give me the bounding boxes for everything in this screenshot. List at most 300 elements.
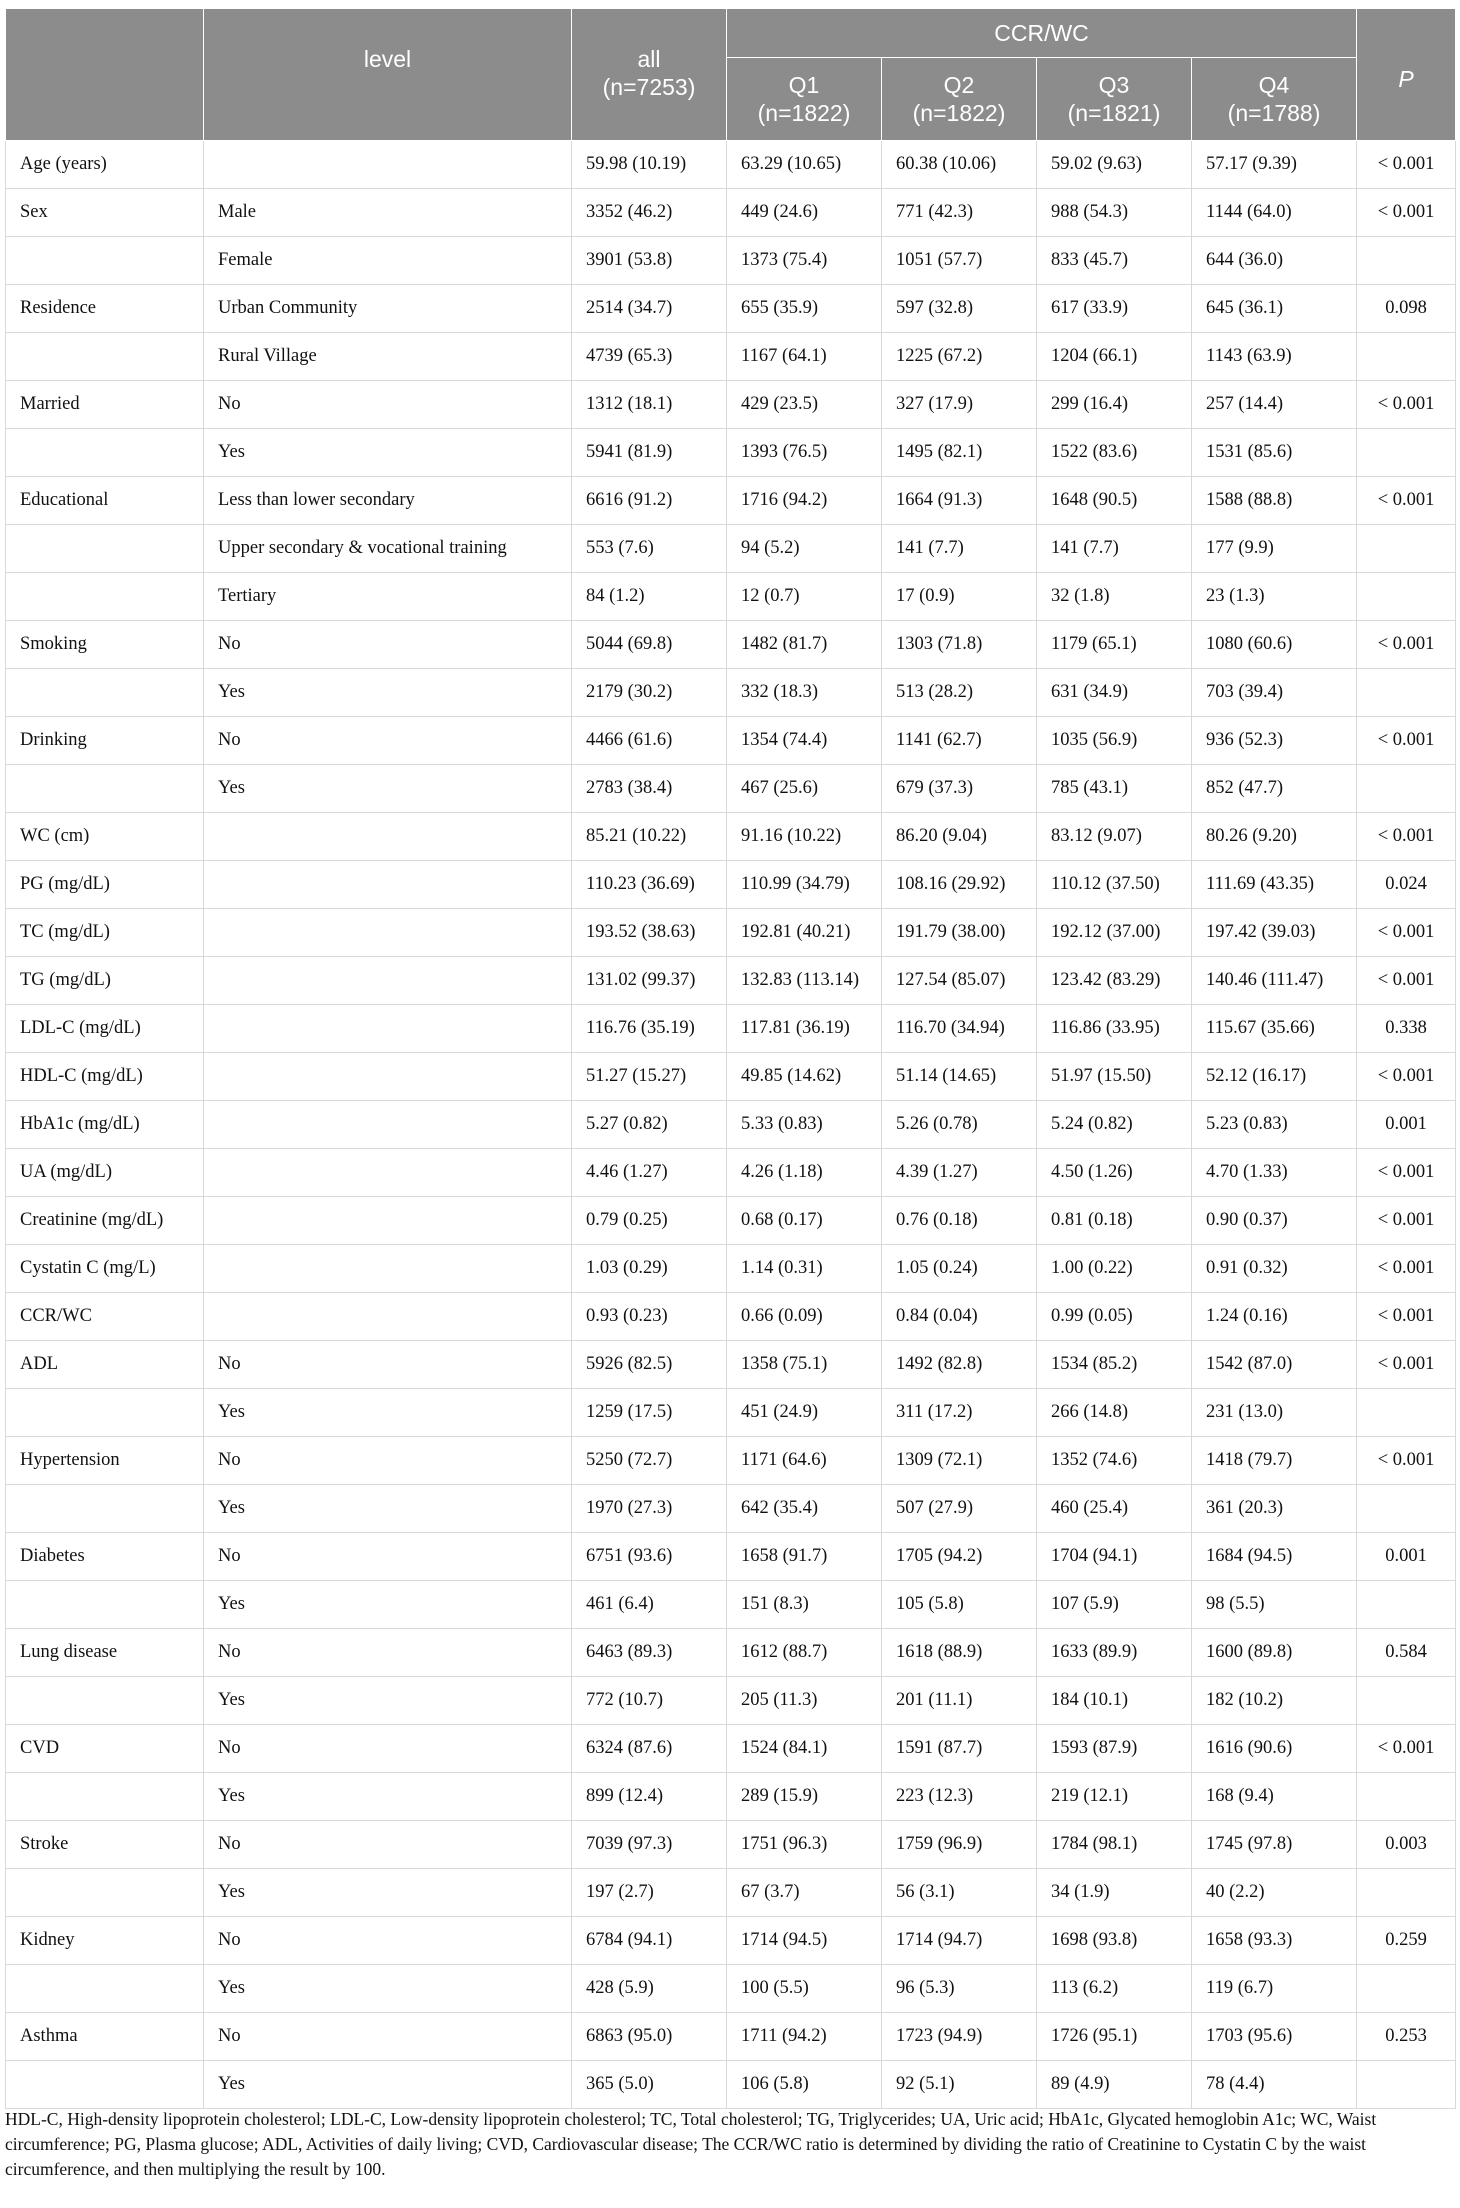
p-value-cell	[1357, 1773, 1456, 1821]
q4-cell: 57.17 (9.39)	[1192, 141, 1357, 189]
table-row	[6, 1581, 1456, 1629]
all-cell: 1259 (17.5)	[572, 1389, 727, 1437]
all-cell: 7039 (97.3)	[572, 1821, 727, 1869]
table-row	[6, 765, 1456, 813]
q3-cell: 1593 (87.9)	[1037, 1725, 1192, 1773]
q1-cell: 0.68 (0.17)	[727, 1197, 882, 1245]
all-cell: 0.79 (0.25)	[572, 1197, 727, 1245]
level-cell: Yes	[204, 1485, 572, 1533]
all-cell: 5941 (81.9)	[572, 429, 727, 477]
q1-cell: 1354 (74.4)	[727, 717, 882, 765]
q3-cell: 1726 (95.1)	[1037, 2013, 1192, 2061]
q4-cell: 80.26 (9.20)	[1192, 813, 1357, 861]
q2-cell: 92 (5.1)	[882, 2061, 1037, 2109]
variable-cell	[6, 573, 204, 621]
level-cell: No	[204, 2013, 572, 2061]
q3-cell: 1035 (56.9)	[1037, 717, 1192, 765]
q2-cell: 116.70 (34.94)	[882, 1005, 1037, 1053]
q4-cell: 52.12 (16.17)	[1192, 1053, 1357, 1101]
q1-cell: 467 (25.6)	[727, 765, 882, 813]
q3-cell: 4.50 (1.26)	[1037, 1149, 1192, 1197]
q2-cell: 327 (17.9)	[882, 381, 1037, 429]
q2-cell: 1492 (82.8)	[882, 1341, 1037, 1389]
q2-cell: 513 (28.2)	[882, 669, 1037, 717]
q4-cell: 168 (9.4)	[1192, 1773, 1357, 1821]
q2-cell: 679 (37.3)	[882, 765, 1037, 813]
q3-cell: 113 (6.2)	[1037, 1965, 1192, 2013]
p-value-cell: < 0.001	[1357, 621, 1456, 669]
q4-cell: 1144 (64.0)	[1192, 189, 1357, 237]
p-value-cell: < 0.001	[1357, 1725, 1456, 1773]
q4-cell: 1143 (63.9)	[1192, 333, 1357, 381]
q2-cell: 127.54 (85.07)	[882, 957, 1037, 1005]
variable-cell: Age (years)	[6, 141, 204, 189]
p-value-cell: 0.338	[1357, 1005, 1456, 1053]
table-row	[6, 1533, 1456, 1581]
q4-cell: 1531 (85.6)	[1192, 429, 1357, 477]
p-value-cell	[1357, 333, 1456, 381]
q3-cell: 1784 (98.1)	[1037, 1821, 1192, 1869]
baseline-characteristics-table	[5, 8, 1455, 2109]
q2-cell: 1141 (62.7)	[882, 717, 1037, 765]
level-cell: Yes	[204, 669, 572, 717]
q3-cell: 631 (34.9)	[1037, 669, 1192, 717]
q3-cell: 59.02 (9.63)	[1037, 141, 1192, 189]
all-cell: 131.02 (99.37)	[572, 957, 727, 1005]
header-q3-n: (n=1821)	[1067, 100, 1161, 126]
q3-cell: 1633 (89.9)	[1037, 1629, 1192, 1677]
q3-cell: 89 (4.9)	[1037, 2061, 1192, 2109]
variable-cell	[6, 429, 204, 477]
variable-cell	[6, 1389, 204, 1437]
q2-cell: 201 (11.1)	[882, 1677, 1037, 1725]
header-q4	[1192, 58, 1357, 141]
level-cell: Yes	[204, 1869, 572, 1917]
q3-cell: 1704 (94.1)	[1037, 1533, 1192, 1581]
variable-cell: CVD	[6, 1725, 204, 1773]
level-cell: Female	[204, 237, 572, 285]
all-cell: 4466 (61.6)	[572, 717, 727, 765]
header-level: level	[204, 9, 572, 141]
table-row	[6, 1293, 1456, 1341]
q2-cell: 1714 (94.7)	[882, 1917, 1037, 1965]
q3-cell: 1522 (83.6)	[1037, 429, 1192, 477]
table-row	[6, 1869, 1456, 1917]
p-value-cell: 0.001	[1357, 1533, 1456, 1581]
q2-cell: 1705 (94.2)	[882, 1533, 1037, 1581]
level-cell: Less than lower secondary	[204, 477, 572, 525]
table-row	[6, 1965, 1456, 2013]
q3-cell: 107 (5.9)	[1037, 1581, 1192, 1629]
table-row	[6, 1341, 1456, 1389]
all-cell: 3352 (46.2)	[572, 189, 727, 237]
q2-cell: 1.05 (0.24)	[882, 1245, 1037, 1293]
q3-cell: 34 (1.9)	[1037, 1869, 1192, 1917]
level-cell	[204, 1197, 572, 1245]
q1-cell: 12 (0.7)	[727, 573, 882, 621]
q1-cell: 1524 (84.1)	[727, 1725, 882, 1773]
q1-cell: 67 (3.7)	[727, 1869, 882, 1917]
variable-cell: Residence	[6, 285, 204, 333]
table-row	[6, 1437, 1456, 1485]
p-value-cell: < 0.001	[1357, 1437, 1456, 1485]
table-row	[6, 861, 1456, 909]
variable-cell	[6, 525, 204, 573]
p-value-cell	[1357, 525, 1456, 573]
level-cell: Male	[204, 189, 572, 237]
p-value-cell: < 0.001	[1357, 1245, 1456, 1293]
q1-cell: 1751 (96.3)	[727, 1821, 882, 1869]
q1-cell: 205 (11.3)	[727, 1677, 882, 1725]
level-cell: No	[204, 1917, 572, 1965]
variable-cell: Drinking	[6, 717, 204, 765]
q4-cell: 4.70 (1.33)	[1192, 1149, 1357, 1197]
q1-cell: 1482 (81.7)	[727, 621, 882, 669]
p-value-cell: < 0.001	[1357, 957, 1456, 1005]
p-value-cell: < 0.001	[1357, 1197, 1456, 1245]
all-cell: 6784 (94.1)	[572, 1917, 727, 1965]
table-row	[6, 957, 1456, 1005]
all-cell: 428 (5.9)	[572, 1965, 727, 2013]
level-cell: No	[204, 1341, 572, 1389]
q2-cell: 105 (5.8)	[882, 1581, 1037, 1629]
all-cell: 6863 (95.0)	[572, 2013, 727, 2061]
level-cell	[204, 1149, 572, 1197]
q2-cell: 1664 (91.3)	[882, 477, 1037, 525]
q3-cell: 83.12 (9.07)	[1037, 813, 1192, 861]
table-row	[6, 1677, 1456, 1725]
table-row	[6, 477, 1456, 525]
level-cell: Yes	[204, 429, 572, 477]
variable-cell: LDL-C (mg/dL)	[6, 1005, 204, 1053]
table-row	[6, 1629, 1456, 1677]
p-value-cell	[1357, 1677, 1456, 1725]
q2-cell: 1225 (67.2)	[882, 333, 1037, 381]
level-cell: No	[204, 1725, 572, 1773]
variable-cell	[6, 333, 204, 381]
variable-cell: ADL	[6, 1341, 204, 1389]
q2-cell: 51.14 (14.65)	[882, 1053, 1037, 1101]
q1-cell: 1167 (64.1)	[727, 333, 882, 381]
variable-cell: CCR/WC	[6, 1293, 204, 1341]
q2-cell: 597 (32.8)	[882, 285, 1037, 333]
q2-cell: 4.39 (1.27)	[882, 1149, 1037, 1197]
level-cell: No	[204, 717, 572, 765]
variable-cell	[6, 1485, 204, 1533]
all-cell: 110.23 (36.69)	[572, 861, 727, 909]
variable-cell	[6, 1773, 204, 1821]
q4-cell: 257 (14.4)	[1192, 381, 1357, 429]
table-row	[6, 621, 1456, 669]
q1-cell: 1171 (64.6)	[727, 1437, 882, 1485]
q3-cell: 5.24 (0.82)	[1037, 1101, 1192, 1149]
variable-cell: HDL-C (mg/dL)	[6, 1053, 204, 1101]
table-body	[6, 141, 1456, 2109]
q2-cell: 191.79 (38.00)	[882, 909, 1037, 957]
level-cell: Yes	[204, 1773, 572, 1821]
variable-cell: Educational	[6, 477, 204, 525]
all-cell: 59.98 (10.19)	[572, 141, 727, 189]
header-q2-n: (n=1822)	[912, 100, 1006, 126]
q4-cell: 1418 (79.7)	[1192, 1437, 1357, 1485]
variable-cell: Hypertension	[6, 1437, 204, 1485]
variable-cell: WC (cm)	[6, 813, 204, 861]
level-cell: Yes	[204, 1965, 572, 2013]
q4-cell: 231 (13.0)	[1192, 1389, 1357, 1437]
header-q1-label: Q1	[788, 72, 820, 98]
q1-cell: 5.33 (0.83)	[727, 1101, 882, 1149]
q1-cell: 117.81 (36.19)	[727, 1005, 882, 1053]
q4-cell: 1658 (93.3)	[1192, 1917, 1357, 1965]
table-row	[6, 1725, 1456, 1773]
header-q2	[882, 58, 1037, 141]
table-row	[6, 909, 1456, 957]
variable-cell: UA (mg/dL)	[6, 1149, 204, 1197]
q1-cell: 132.83 (113.14)	[727, 957, 882, 1005]
q2-cell: 1591 (87.7)	[882, 1725, 1037, 1773]
q1-cell: 63.29 (10.65)	[727, 141, 882, 189]
all-cell: 5.27 (0.82)	[572, 1101, 727, 1149]
q2-cell: 60.38 (10.06)	[882, 141, 1037, 189]
all-cell: 2783 (38.4)	[572, 765, 727, 813]
q2-cell: 1495 (82.1)	[882, 429, 1037, 477]
table-row	[6, 2013, 1456, 2061]
q1-cell: 94 (5.2)	[727, 525, 882, 573]
table-footnote: HDL-C, High-density lipoprotein cholesterol; LDL-C, Low-density lipoprotein cholesterol; TC, Total cholesterol; TG, Triglycerides; UA, Uric acid; HbA1c, Glycated hemoglobin A1c; WC, Waist circumference; PG, Plasma glucose; ADL, Activities of daily living; CVD, Cardiovascular disease; The CCR/WC ratio is determined by dividing the ratio of Creatinine to Cystatin C by the waist circumference, and then multiplying the result by 100.	[5, 2109, 1377, 2179]
all-cell: 2514 (34.7)	[572, 285, 727, 333]
q1-cell: 0.66 (0.09)	[727, 1293, 882, 1341]
q3-cell: 1179 (65.1)	[1037, 621, 1192, 669]
table-row	[6, 573, 1456, 621]
q3-cell: 184 (10.1)	[1037, 1677, 1192, 1725]
all-cell: 6616 (91.2)	[572, 477, 727, 525]
level-cell	[204, 1005, 572, 1053]
header-q4-n: (n=1788)	[1227, 100, 1321, 126]
q3-cell: 51.97 (15.50)	[1037, 1053, 1192, 1101]
level-cell: Yes	[204, 1677, 572, 1725]
q4-cell: 177 (9.9)	[1192, 525, 1357, 573]
q4-cell: 1684 (94.5)	[1192, 1533, 1357, 1581]
table-row	[6, 1245, 1456, 1293]
q3-cell: 833 (45.7)	[1037, 237, 1192, 285]
level-cell: No	[204, 1437, 572, 1485]
variable-cell: Creatinine (mg/dL)	[6, 1197, 204, 1245]
q1-cell: 1716 (94.2)	[727, 477, 882, 525]
p-value-cell	[1357, 1485, 1456, 1533]
q3-cell: 1534 (85.2)	[1037, 1341, 1192, 1389]
p-value-cell: 0.001	[1357, 1101, 1456, 1149]
q1-cell: 110.99 (34.79)	[727, 861, 882, 909]
all-cell: 5250 (72.7)	[572, 1437, 727, 1485]
header-q1	[727, 58, 882, 141]
variable-cell	[6, 237, 204, 285]
variable-cell: Cystatin C (mg/L)	[6, 1245, 204, 1293]
variable-cell: Asthma	[6, 2013, 204, 2061]
q4-cell: 0.90 (0.37)	[1192, 1197, 1357, 1245]
all-cell: 4.46 (1.27)	[572, 1149, 727, 1197]
q4-cell: 936 (52.3)	[1192, 717, 1357, 765]
level-cell: Urban Community	[204, 285, 572, 333]
q1-cell: 1612 (88.7)	[727, 1629, 882, 1677]
level-cell: Yes	[204, 765, 572, 813]
q1-cell: 4.26 (1.18)	[727, 1149, 882, 1197]
table-row	[6, 429, 1456, 477]
table-row	[6, 1101, 1456, 1149]
all-cell: 5044 (69.8)	[572, 621, 727, 669]
level-cell	[204, 861, 572, 909]
q3-cell: 1698 (93.8)	[1037, 1917, 1192, 1965]
table-row	[6, 525, 1456, 573]
table-row	[6, 1773, 1456, 1821]
all-cell: 461 (6.4)	[572, 1581, 727, 1629]
level-cell	[204, 141, 572, 189]
p-value-cell: 0.098	[1357, 285, 1456, 333]
table-row	[6, 813, 1456, 861]
all-cell: 6324 (87.6)	[572, 1725, 727, 1773]
q1-cell: 151 (8.3)	[727, 1581, 882, 1629]
q2-cell: 1759 (96.9)	[882, 1821, 1037, 1869]
q1-cell: 449 (24.6)	[727, 189, 882, 237]
q3-cell: 123.42 (83.29)	[1037, 957, 1192, 1005]
level-cell: No	[204, 621, 572, 669]
q4-cell: 1542 (87.0)	[1192, 1341, 1357, 1389]
table-row	[6, 1149, 1456, 1197]
q2-cell: 141 (7.7)	[882, 525, 1037, 573]
table-row	[6, 1485, 1456, 1533]
variable-cell	[6, 1677, 204, 1725]
table-row	[6, 1821, 1456, 1869]
p-value-cell: 0.024	[1357, 861, 1456, 909]
p-value-cell: < 0.001	[1357, 717, 1456, 765]
level-cell: Tertiary	[204, 573, 572, 621]
q1-cell: 100 (5.5)	[727, 1965, 882, 2013]
all-cell: 2179 (30.2)	[572, 669, 727, 717]
q2-cell: 17 (0.9)	[882, 573, 1037, 621]
q3-cell: 617 (33.9)	[1037, 285, 1192, 333]
q1-cell: 332 (18.3)	[727, 669, 882, 717]
all-cell: 193.52 (38.63)	[572, 909, 727, 957]
level-cell: No	[204, 1629, 572, 1677]
p-value-cell: < 0.001	[1357, 813, 1456, 861]
all-cell: 1312 (18.1)	[572, 381, 727, 429]
q2-cell: 507 (27.9)	[882, 1485, 1037, 1533]
q2-cell: 223 (12.3)	[882, 1773, 1037, 1821]
header-variable	[6, 9, 204, 141]
q1-cell: 106 (5.8)	[727, 2061, 882, 2109]
q4-cell: 23 (1.3)	[1192, 573, 1357, 621]
p-value-cell: < 0.001	[1357, 1149, 1456, 1197]
q3-cell: 1648 (90.5)	[1037, 477, 1192, 525]
q2-cell: 1051 (57.7)	[882, 237, 1037, 285]
p-value-cell: 0.584	[1357, 1629, 1456, 1677]
q2-cell: 86.20 (9.04)	[882, 813, 1037, 861]
q4-cell: 645 (36.1)	[1192, 285, 1357, 333]
q1-cell: 1711 (94.2)	[727, 2013, 882, 2061]
variable-cell: TG (mg/dL)	[6, 957, 204, 1005]
all-cell: 3901 (53.8)	[572, 237, 727, 285]
level-cell	[204, 909, 572, 957]
all-cell: 0.93 (0.23)	[572, 1293, 727, 1341]
all-cell: 5926 (82.5)	[572, 1341, 727, 1389]
all-cell: 197 (2.7)	[572, 1869, 727, 1917]
table-row	[6, 2061, 1456, 2109]
p-value-cell: 0.253	[1357, 2013, 1456, 2061]
all-cell: 6463 (89.3)	[572, 1629, 727, 1677]
level-cell: Yes	[204, 1581, 572, 1629]
all-cell: 84 (1.2)	[572, 573, 727, 621]
p-value-cell	[1357, 237, 1456, 285]
variable-cell	[6, 1581, 204, 1629]
q2-cell: 0.84 (0.04)	[882, 1293, 1037, 1341]
q2-cell: 0.76 (0.18)	[882, 1197, 1037, 1245]
q2-cell: 96 (5.3)	[882, 1965, 1037, 2013]
q3-cell: 141 (7.7)	[1037, 525, 1192, 573]
p-value-cell	[1357, 1581, 1456, 1629]
all-cell: 1.03 (0.29)	[572, 1245, 727, 1293]
q1-cell: 49.85 (14.62)	[727, 1053, 882, 1101]
all-cell: 51.27 (15.27)	[572, 1053, 727, 1101]
q2-cell: 1618 (88.9)	[882, 1629, 1037, 1677]
q3-cell: 0.99 (0.05)	[1037, 1293, 1192, 1341]
q1-cell: 1658 (91.7)	[727, 1533, 882, 1581]
q4-cell: 703 (39.4)	[1192, 669, 1357, 717]
level-cell: Rural Village	[204, 333, 572, 381]
table-row	[6, 1197, 1456, 1245]
p-value-cell: < 0.001	[1357, 189, 1456, 237]
header-q2-label: Q2	[943, 72, 975, 98]
q4-cell: 1745 (97.8)	[1192, 1821, 1357, 1869]
q4-cell: 197.42 (39.03)	[1192, 909, 1357, 957]
variable-cell: Diabetes	[6, 1533, 204, 1581]
q4-cell: 1616 (90.6)	[1192, 1725, 1357, 1773]
variable-cell	[6, 2061, 204, 2109]
header-p-value: P	[1357, 9, 1456, 141]
q4-cell: 1600 (89.8)	[1192, 1629, 1357, 1677]
header-group-ccr-wc: CCR/WC	[727, 9, 1357, 58]
level-cell	[204, 1245, 572, 1293]
header-all-n: (n=7253)	[602, 74, 696, 100]
variable-cell	[6, 1869, 204, 1917]
q1-cell: 192.81 (40.21)	[727, 909, 882, 957]
level-cell	[204, 1053, 572, 1101]
level-cell	[204, 957, 572, 1005]
variable-cell: HbA1c (mg/dL)	[6, 1101, 204, 1149]
variable-cell: Lung disease	[6, 1629, 204, 1677]
variable-cell: PG (mg/dL)	[6, 861, 204, 909]
q4-cell: 111.69 (43.35)	[1192, 861, 1357, 909]
p-value-cell	[1357, 765, 1456, 813]
table-row	[6, 717, 1456, 765]
header-q4-label: Q4	[1258, 72, 1290, 98]
p-value-cell	[1357, 1965, 1456, 2013]
q1-cell: 1373 (75.4)	[727, 237, 882, 285]
q1-cell: 429 (23.5)	[727, 381, 882, 429]
q4-cell: 119 (6.7)	[1192, 1965, 1357, 2013]
q1-cell: 1393 (76.5)	[727, 429, 882, 477]
all-cell: 85.21 (10.22)	[572, 813, 727, 861]
header-q3-label: Q3	[1098, 72, 1130, 98]
q3-cell: 1.00 (0.22)	[1037, 1245, 1192, 1293]
variable-cell: Smoking	[6, 621, 204, 669]
q3-cell: 192.12 (37.00)	[1037, 909, 1192, 957]
q3-cell: 32 (1.8)	[1037, 573, 1192, 621]
q2-cell: 1303 (71.8)	[882, 621, 1037, 669]
q1-cell: 91.16 (10.22)	[727, 813, 882, 861]
p-value-cell: < 0.001	[1357, 381, 1456, 429]
q1-cell: 1358 (75.1)	[727, 1341, 882, 1389]
table-row	[6, 1005, 1456, 1053]
q1-cell: 642 (35.4)	[727, 1485, 882, 1533]
